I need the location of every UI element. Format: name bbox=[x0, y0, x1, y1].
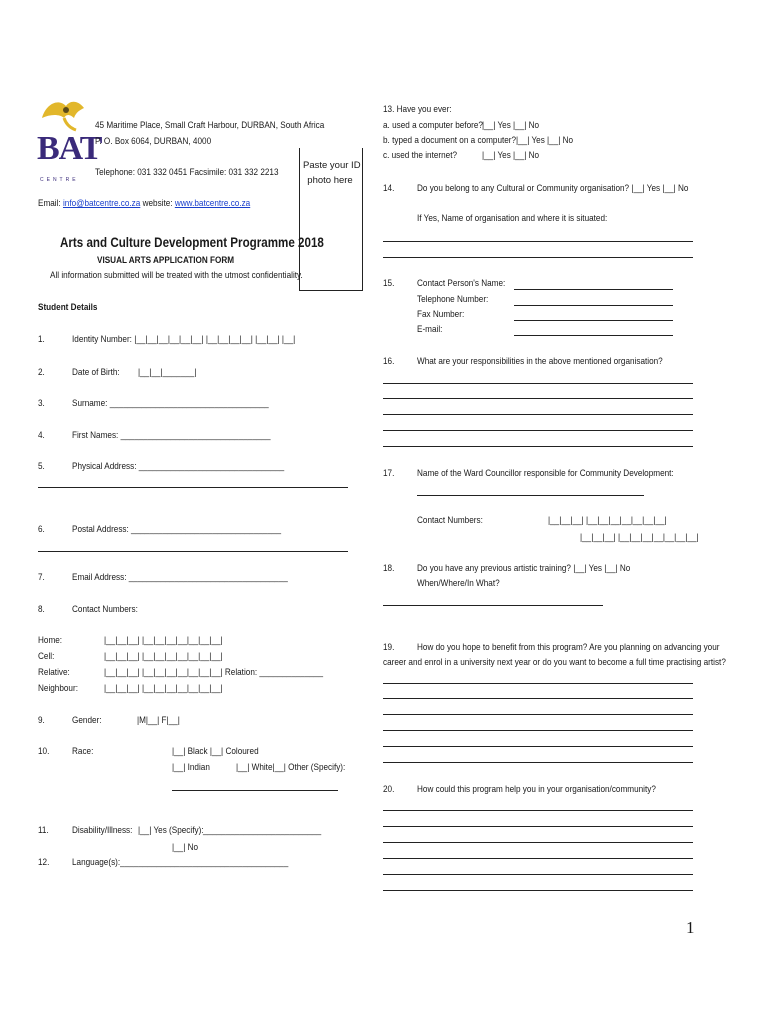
q6-postal-address-field[interactable]: Postal Address: _________________________________ bbox=[72, 524, 281, 535]
q15-fax-line[interactable] bbox=[514, 320, 673, 321]
q14-number: 14. bbox=[383, 183, 395, 194]
q1-identity-number[interactable]: Identity Number: |__|__|__|__|__|__| |__|__|__|__| |__|__| |__| bbox=[72, 334, 296, 345]
q6-extra-line[interactable] bbox=[38, 551, 348, 552]
q16-line-1[interactable] bbox=[383, 383, 693, 384]
q20-line-5[interactable] bbox=[383, 874, 693, 875]
contact-cell-label: Cell: bbox=[38, 651, 55, 662]
q16-line-5[interactable] bbox=[383, 446, 693, 447]
q15-contact-person-label: Contact Person's Name: bbox=[417, 278, 506, 289]
q10-specify-line[interactable] bbox=[172, 790, 338, 791]
q8-number: 8. bbox=[38, 604, 45, 615]
q10-race-options-2[interactable]: |__| Indian bbox=[172, 762, 210, 773]
q2-label: Date of Birth: bbox=[72, 367, 120, 378]
photo-box-label-1: Paste your ID bbox=[303, 160, 361, 171]
q13-b-label: b. typed a document on a computer? bbox=[383, 135, 517, 146]
q13-b-options[interactable]: |__| Yes |__| No bbox=[516, 135, 574, 146]
q13-a-label: a. used a computer before? bbox=[383, 120, 483, 131]
q9-gender-options[interactable]: |M|__| F|__| bbox=[137, 715, 180, 726]
q17-number: 17. bbox=[383, 468, 395, 479]
q15-telephone-line[interactable] bbox=[514, 305, 673, 306]
q10-number: 10. bbox=[38, 746, 50, 757]
q11-label: Disability/Illness: bbox=[72, 825, 133, 836]
website-link[interactable]: www.batcentre.co.za bbox=[174, 198, 251, 209]
q16-line-3[interactable] bbox=[383, 414, 693, 415]
email-label: Email: bbox=[38, 198, 61, 209]
q8-label: Contact Numbers: bbox=[72, 604, 138, 615]
q13-a-options[interactable]: |__| Yes |__| No bbox=[482, 120, 540, 131]
q10-label: Race: bbox=[72, 746, 94, 757]
contact-cell-field[interactable]: |__|__|__| |__|__|__|__|__|__|__| bbox=[104, 651, 223, 662]
q14-line-1[interactable] bbox=[383, 241, 693, 242]
q19-label-2: career and enrol in a university next year or do you want to become a full time practising artist? bbox=[383, 657, 726, 668]
q20-line-4[interactable] bbox=[383, 858, 693, 859]
q17-contact-boxes-1[interactable]: |__|__|__| |__|__|__|__|__|__|__| bbox=[548, 515, 667, 526]
form-subtitle: VISUAL ARTS APPLICATION FORM bbox=[97, 255, 235, 266]
page-number: 1 bbox=[686, 918, 695, 937]
q11-number: 11. bbox=[38, 825, 49, 836]
photo-box-label-2: photo here bbox=[307, 175, 353, 186]
q11-specify-field[interactable]: __________________________ bbox=[203, 825, 322, 836]
q5-number: 5. bbox=[38, 461, 45, 472]
q20-line-6[interactable] bbox=[383, 890, 693, 891]
q10-race-options-1[interactable]: |__| Black |__| Coloured bbox=[172, 746, 259, 757]
email-link[interactable]: info@batcentre.co.za bbox=[62, 198, 141, 209]
q1-number: 1. bbox=[38, 334, 45, 345]
q11-yes-option[interactable]: |__| Yes (Specify): bbox=[138, 825, 204, 836]
q18-line[interactable] bbox=[383, 605, 603, 606]
q18-number: 18. bbox=[383, 563, 395, 574]
email-line bbox=[38, 198, 250, 209]
q19-line-2[interactable] bbox=[383, 698, 693, 699]
contact-home-label: Home: bbox=[38, 635, 63, 646]
q7-email-field[interactable]: Email Address: ___________________________________ bbox=[72, 572, 288, 583]
q14-line-2[interactable] bbox=[383, 257, 693, 258]
confidentiality-notice: All information submitted will be treated with the utmost confidentiality. bbox=[50, 270, 303, 281]
q2-number: 2. bbox=[38, 367, 45, 378]
q4-first-names-field[interactable]: First Names: _________________________________ bbox=[72, 430, 271, 441]
contact-home-field[interactable]: |__|__|__| |__|__|__|__|__|__|__| bbox=[104, 635, 223, 646]
q18-label[interactable]: Do you have any previous artistic training? |__| Yes |__| No bbox=[417, 563, 631, 574]
q6-number: 6. bbox=[38, 524, 45, 535]
q15-fax-label: Fax Number: bbox=[417, 309, 465, 320]
q14-label[interactable]: Do you belong to any Cultural or Community organisation? |__| Yes |__| No bbox=[417, 183, 689, 194]
q3-number: 3. bbox=[38, 398, 45, 409]
q19-line-5[interactable] bbox=[383, 746, 693, 747]
q12-number: 12. bbox=[38, 857, 50, 868]
q11-no-option[interactable]: |__| No bbox=[172, 842, 199, 853]
contact-relative-label: Relative: bbox=[38, 667, 70, 678]
q20-line-2[interactable] bbox=[383, 826, 693, 827]
q5-extra-line[interactable] bbox=[38, 487, 348, 488]
website-label: website: bbox=[142, 198, 173, 209]
q19-line-3[interactable] bbox=[383, 714, 693, 715]
form-title: Arts and Culture Development Programme 2018 bbox=[60, 235, 324, 250]
q7-number: 7. bbox=[38, 572, 45, 583]
q2-date-of-birth-field[interactable]: |__|__|_______| bbox=[138, 367, 197, 378]
q15-number: 15. bbox=[383, 278, 395, 289]
q20-label: How could this program help you in your organisation/community? bbox=[417, 784, 656, 795]
q13-title: 13. Have you ever: bbox=[383, 104, 452, 115]
address-line-1: 45 Maritime Place, Small Craft Harbour, DURBAN, South Africa bbox=[95, 120, 325, 131]
q5-physical-address-field[interactable]: Physical Address: ________________________________ bbox=[72, 461, 285, 472]
q16-label: What are your responsibilities in the above mentioned organisation? bbox=[417, 356, 663, 367]
q4-number: 4. bbox=[38, 430, 45, 441]
q9-number: 9. bbox=[38, 715, 45, 726]
q20-line-3[interactable] bbox=[383, 842, 693, 843]
logo-text: BAT bbox=[37, 130, 102, 167]
q19-line-1[interactable] bbox=[383, 683, 693, 684]
q12-language-field[interactable]: Language(s):_____________________________________ bbox=[72, 857, 289, 868]
q16-line-2[interactable] bbox=[383, 398, 693, 399]
q19-label: How do you hope to benefit from this program? Are you planning on advancing your bbox=[417, 642, 720, 653]
q18-sub-label: When/Where/In What? bbox=[417, 578, 500, 589]
section-heading: Student Details bbox=[38, 302, 98, 313]
q17-contact-boxes-2[interactable]: |__|__|__| |__|__|__|__|__|__|__| bbox=[580, 532, 699, 543]
q15-email-label: E-mail: bbox=[417, 324, 443, 335]
telephone-line: Telephone: 031 332 0451 Facsimile: 031 332 2213 bbox=[95, 167, 279, 178]
address-line-2: P. O. Box 6064, DURBAN, 4000 bbox=[95, 136, 212, 147]
q9-label: Gender: bbox=[72, 715, 102, 726]
q17-contact-label: Contact Numbers: bbox=[417, 515, 483, 526]
contact-neighbour-field[interactable]: |__|__|__| |__|__|__|__|__|__|__| bbox=[104, 683, 223, 694]
q10-race-options-3[interactable]: |__| White|__| Other (Specify): bbox=[236, 762, 346, 773]
q16-line-4[interactable] bbox=[383, 430, 693, 431]
q13-c-options[interactable]: |__| Yes |__| No bbox=[482, 150, 540, 161]
q20-number: 20. bbox=[383, 784, 395, 795]
logo-subtext: CENTRE bbox=[40, 177, 79, 183]
q13-c-label: c. used the internet? bbox=[383, 150, 458, 161]
q16-number: 16. bbox=[383, 356, 395, 367]
contact-neighbour-label: Neighbour: bbox=[38, 683, 78, 694]
q19-line-4[interactable] bbox=[383, 730, 693, 731]
q17-councillor-line[interactable] bbox=[417, 495, 644, 496]
q17-label: Name of the Ward Councillor responsible for Community Development: bbox=[417, 468, 674, 479]
q15-email-line[interactable] bbox=[514, 335, 673, 336]
q15-contact-person-line[interactable] bbox=[514, 289, 673, 290]
q15-telephone-label: Telephone Number: bbox=[417, 294, 489, 305]
q20-line-1[interactable] bbox=[383, 810, 693, 811]
q19-line-6[interactable] bbox=[383, 762, 693, 763]
q14-sub-label: If Yes, Name of organisation and where it is situated: bbox=[417, 213, 608, 224]
contact-relative-field[interactable]: |__|__|__| |__|__|__|__|__|__|__| Relation: ______________ bbox=[104, 667, 324, 678]
q19-number: 19. bbox=[383, 642, 395, 653]
q3-surname-field[interactable]: Surname: ___________________________________ bbox=[72, 398, 269, 409]
